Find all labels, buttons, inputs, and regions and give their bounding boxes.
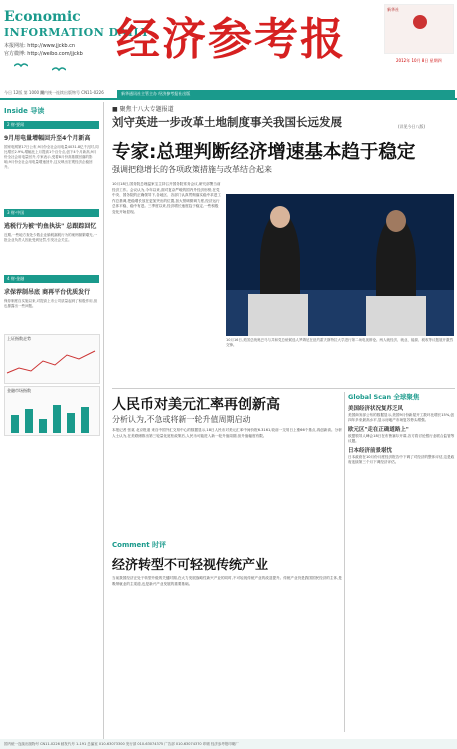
candidate-left-head — [270, 206, 290, 228]
logo-line1: Economic — [4, 9, 81, 25]
section-text: 保荐制度自实施以来,对提高上市公司质量起到了积极作用,但也暴露出一些问题。 — [4, 299, 98, 308]
headline-land-reform[interactable]: 刘守英进一步改革土地制度事关我国长远发展 — [112, 115, 342, 129]
newspaper-title: 经济参考报 — [116, 14, 346, 65]
photo-caption: 10月16日,美国总统奥巴马与共和党总统候选人罗姆尼在纽约霍夫斯特拉大学进行第二场电视辩论。两人就经济、就业、能源、税收等议题展开激烈交锋。 — [226, 338, 454, 347]
comment-body: 当前我国经济正处于转型升级的关键时期,在大力发展战略性新兴产业的同时,不可轻视传统产业的改造提升。传统产业仍是我国国民经济的主体,是吸纳就业的主渠道,也是新兴产业发展的重要基础。 — [112, 576, 342, 586]
lead-headline[interactable]: 专家:总理判断经济增速基本趋于稳定 — [112, 142, 416, 163]
bird-icon — [14, 62, 28, 70]
globe-icon — [413, 15, 427, 29]
chart-title: 金融市场指数 — [7, 388, 31, 393]
section-head: 2 财·要闻 — [4, 121, 99, 129]
lead-body: 10月18日,国务院总理温家宝主持召开国务院常务会议,研究部署当前经济工作。会议认为,今年以来,面对复杂严峻的国内外经济形势,在党中央、国务院的正确领导下,各地区、各部门认真贯彻落实稳中求进工作总基调,把稳增长放在更加突出的位置,加大预调微调力度,经济运行总体平稳、稳中有进。三季度以来,经济增长速度趋于稳定,一些积极变化开始显现。 — [112, 182, 221, 214]
section-head: 3 财·中国 — [4, 209, 99, 217]
column-divider — [344, 392, 345, 732]
website-url[interactable]: 本报网址: http://www.jjckb.cn — [4, 43, 76, 49]
masthead — [0, 0, 457, 100]
global-scan-label: Global Scan 全球聚焦 — [348, 393, 420, 401]
byline: (详见今日八版) — [398, 124, 426, 129]
candidate-right-head — [386, 210, 406, 232]
main-content — [108, 102, 455, 749]
comment-label: Comment 时评 — [112, 541, 167, 549]
issue-info: 今日 12版 第 1000 期 — [4, 90, 45, 95]
global-scan-box — [348, 402, 455, 465]
publication-number: 国内统一连续出版物号 CN11-0226 — [40, 90, 104, 95]
debate-photo — [226, 194, 454, 336]
logo-line2: INFORMATION DAILY — [4, 26, 150, 39]
global-item-text: 日本政府在10月份月度经济报告中下调了对经济的整体评估,这是政府连续第三个月下调经济评估。 — [348, 455, 455, 464]
bird-icon — [52, 66, 66, 74]
left-column — [0, 102, 104, 749]
comment-headline[interactable]: 经济转型不可轻视传统产业 — [112, 558, 269, 573]
inside-label: Inside 导读 — [4, 107, 45, 115]
kicker: ■ 聚焦十八大专题报道 — [112, 106, 174, 113]
chart-bars — [5, 395, 99, 435]
section-text: 近期,一些地方查处少数企业偷税漏税行为的案例频繁曝光,一批企业负责人因此受到处罚,引发社会关注。 — [4, 233, 98, 242]
rmb-headline[interactable]: 人民币对美元汇率再创新高 — [112, 397, 280, 413]
divider — [112, 388, 455, 389]
section-title[interactable]: 逃税行为被"钓鱼执法" 总跟踪回忆 — [4, 223, 97, 230]
global-item-text: 美国商务部公布的数据显示,美国9月份新屋开工数环比增长15%,创四年多来最高水平,显示房地产市场复苏势头增强。 — [348, 413, 454, 422]
section-title[interactable]: 求保荐制吊底 商再平台优质发行 — [4, 289, 91, 296]
rmb-subhead: 分析认为,不急或将新一轮升值周期启动 — [112, 415, 251, 424]
global-item-title[interactable]: 日本经济前景堪忧 — [348, 448, 393, 454]
global-item-title[interactable]: 美国经济状况复苏乏风 — [348, 406, 404, 412]
issue-date: 2012年 10月 8日 星期四 — [396, 58, 442, 63]
podium-left — [248, 294, 308, 336]
publisher-bar: 新华通讯社主管主办 经济参考报社出版 — [117, 90, 455, 98]
chart-title: 上证指数走势 — [7, 336, 31, 341]
section-text: 国家电网第17日公布,9月份全社会用电量4031.8亿千瓦时,同比增长2.9%,增幅比上月提高1个百分点,创下4个月新高,9月份全社会用电量回升,专家表示,受着8月份高基数回落的影响,9月份全社会用电量增速回升,这反映出宏观经济企稳回升。 — [4, 145, 99, 169]
global-item-text: 欧盟领导人峰会18日在布鲁塞尔开幕,各方将讨论银行业联合监管等议题。 — [348, 434, 455, 443]
section-title[interactable]: 9月用电量增幅回升至4个月新高 — [4, 135, 91, 142]
footer: 国内统一连续出版物号 CN11-0226 邮发代号 1-191 总编室 010-63073300 发行部 010-63074375 广告部 010-63074370 印刷 经济参考报印刷厂 — [0, 739, 457, 749]
web-info — [4, 42, 83, 58]
stock-chart — [4, 334, 100, 384]
section-head: 4 财·金融 — [4, 275, 99, 283]
weibo-url[interactable]: 官方微博: http://weibo.com/jjckb — [4, 51, 83, 57]
top-ad[interactable] — [384, 4, 454, 54]
market-chart — [4, 386, 100, 436]
podium-right — [366, 296, 426, 336]
ad-text: 新华社 — [387, 7, 399, 12]
chart-line — [5, 343, 99, 383]
global-item-title[interactable]: 欧元区"走在正确道路上" — [348, 427, 409, 433]
rmb-body: 本报记者 张莫 北京报道 来自中国外汇交易中心的数据显示,18日人民币对美元汇率中间价报6.3161,较前一交易日上涨66个基点,再创新高。分析人士认为,在美联储推出第三轮量化宽松政策后,人民币可能进入新一轮升值周期,但升值幅度有限。 — [112, 428, 342, 438]
lead-subhead: 强调把稳增长的各项政策措施与改革结合起来 — [112, 165, 272, 174]
